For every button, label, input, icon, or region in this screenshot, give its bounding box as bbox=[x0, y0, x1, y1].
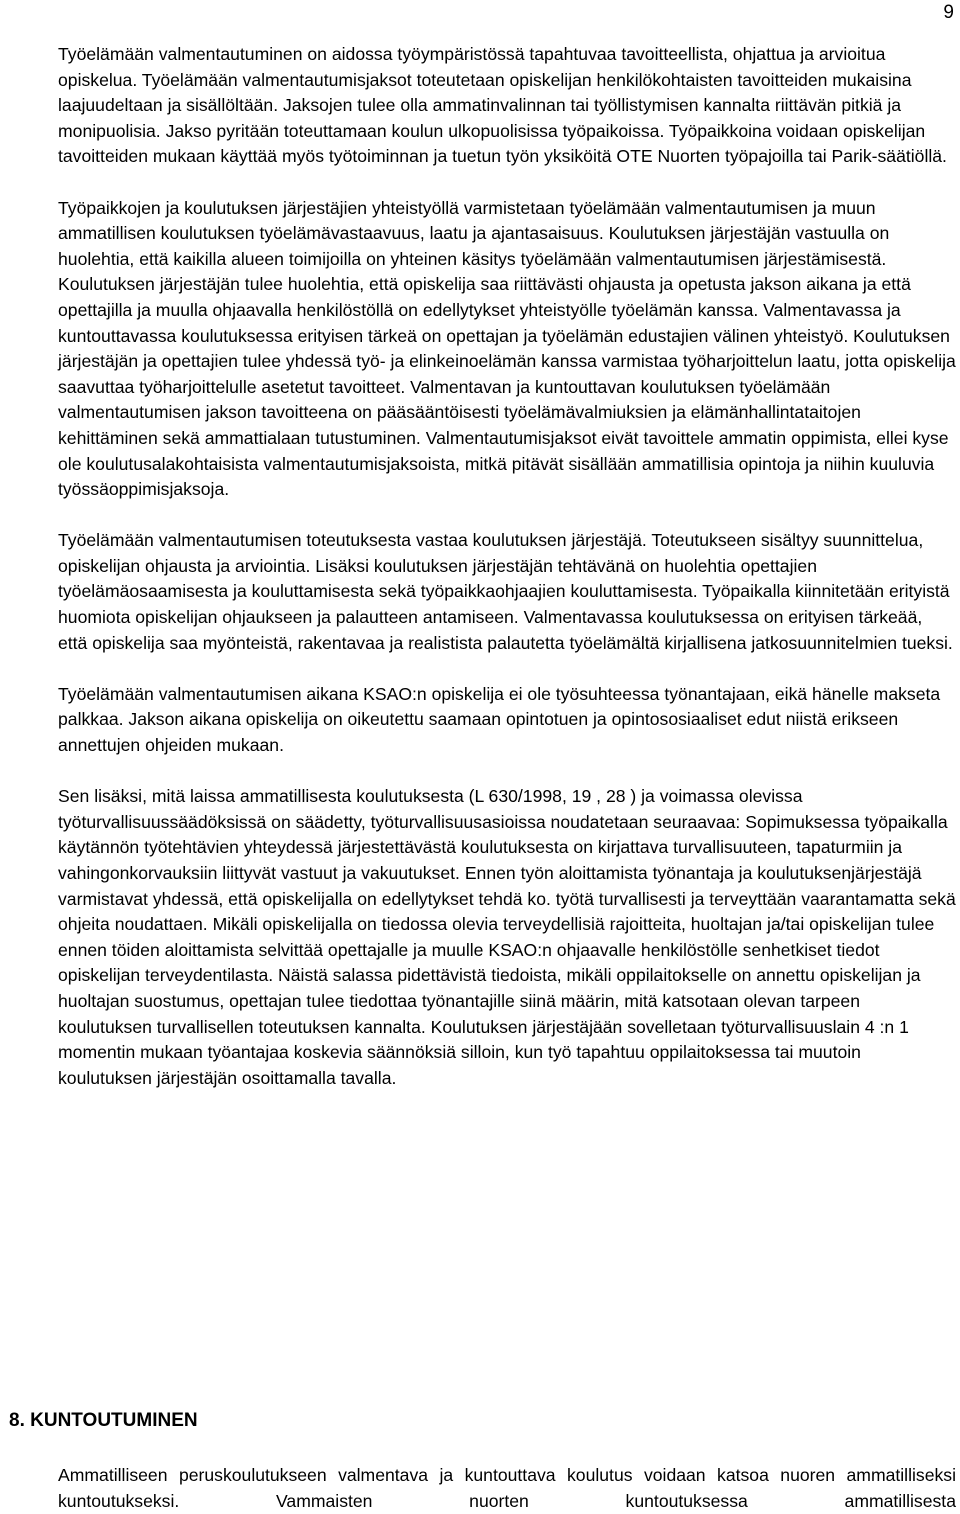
document-body bbox=[58, 42, 956, 1117]
paragraph-rehabilitation: Ammatilliseen peruskoulutukseen valmentava ja kuntouttava koulutus voidaan katsoa nuoren ammatilliseksi kuntoutukseksi. Vammaisten nuorten kuntoutuksessa ammatillisesta bbox=[58, 1465, 956, 1511]
paragraph-work-life-training: Työelämään valmentautuminen on aidossa työympäristössä tapahtuvaa tavoitteellista, ohjattua ja arvioitua opiskelua. Työelämään valmentautumisjaksot toteutetaan opiskelijan henkilökohtaisten tavoitteiden mukaisina laajuudeltaan ja sisällöltään. Jaksojen tulee olla ammatinvalinnan tai työllistymisen kannalta riittävän pitkiä ja monipuolisia. Jakso pyritään toteuttamaan koulun ulkopuolisissa työpaikoissa. Työpaikkoina voidaan opiskelijan tavoitteiden mukaan käyttää myös työtoiminnan ja tuetun työn yksiköitä OTE Nuorten työpajoilla tai Parik-säätiöllä. bbox=[58, 44, 947, 167]
paragraph-implementation: Työelämään valmentautumisen toteutuksesta vastaa koulutuksen järjestäjä. Toteutukseen sisältyy suunnittelua, opiskelijan ohjausta ja arviointia. Lisäksi koulutuksen järjestäjän tehtävänä on huolehtia opettajien työelämäosaamisesta ja kouluttamisesta sekä työpaikkaohjaajien kouluttamisesta. Työpaikalla kiinnitetään erityistä huomiota opiskelijan ohjaukseen ja palautteen antamiseen. Valmentavassa koulutuksessa on erityisen tärkeää, että opiskelija saa myönteistä, rakentavaa ja realistista palautetta työelämältä kirjallisena jatkosuunnitelmien tueksi. bbox=[58, 530, 953, 653]
paragraph-occupational-safety: Sen lisäksi, mitä laissa ammatillisesta koulutuksesta (L 630/1998, 19 , 28 ) ja voimassa olevissa työturvallisuussäädöksissä on säädetty, työturvallisuusasioissa noudatetaan seuraavaa: Sopimuksessa työpaikalla käytännön työtehtävien yhteydessä järjestettävästä koulutuksesta on kirjattava turvallisuuteen, tapaturmiin ja vahingonkorvauksiin liittyvät vastuut ja vakuutukset. Ennen työn aloittamista työnantaja ja koulutuksenjärjestäjä varmistavat yhdessä, että opiskelijalla on edellytykset tehdä ko. työtä turvallisesti ja terveyttään vaarantamatta sekä ohjeita noudattaen. Mikäli opiskelijalla on tiedossa olevia terveydellisiä rajoitteita, huoltajan ja/tai opiskelijan tulee ennen töiden aloittamista selvittää opettajalle ja muulle KSAO:n ohjaavalle henkilöstölle senhetkiset tiedot opiskelijan terveydentilasta. Näistä salassa pidettävistä tiedoista, mikäli oppilaitokselle on annettu opiskelijan ja huoltajan suostumus, opettajan tulee tiedottaa työnantajille siinä määrin, mitä katsotaan olevan tarpeen koulutuksen turvallisellen toteutuksen kannalta. Koulutuksen järjestäjään sovelletaan työturvallisuuslain 4 :n 1 momentin mukaan työantajaa koskevia säännöksiä silloin, kun työ tapahtuu oppilaitoksessa tai muutoin koulutuksen järjestäjän osoittamalla tavalla. bbox=[58, 786, 956, 1088]
paragraph-cooperation: Työpaikkojen ja koulutuksen järjestäjien yhteistyöllä varmistetaan työelämään valmentautumisen ja muun ammatillisen koulutuksen työelämävastaavuus, laatu ja ajantasaisuus. Koulutuksen järjestäjän vastuulla on huolehtia, että kaikilla alueen toimijoilla on yhteinen käsitys työelämään valmentautumisen järjestämisestä. Koulutuksen järjestäjän tulee huolehtia, että opiskelija saa riittävästi ohjausta ja opetusta jakson aikana ja että opettajilla ja muulla ohjaavalla henkilöstöllä on edellytykset yhteistyölle työelämän kanssa. Valmentavassa ja kuntouttavassa koulutuksessa erityisen tärkeä on opettajan ja työelämän edustajien välinen yhteistyö. Koulutuksen järjestäjän ja opettajien tulee yhdessä työ- ja elinkeinoelämän kanssa varmistaa työharjoittelun laatu, jotta opiskelija saavuttaa työharjoittelulle asetetut tavoitteet. Valmentavan ja kuntouttavan koulutuksen työelämään valmentautumisen jakson tavoitteena on pääsääntöisesti työelämävalmiuksien ja elämänhallintataitojen kehittäminen sekä ammattialaan tutustuminen. Valmentautumisjaksot eivät tavoittele ammatin oppimista, ellei kyse ole koulutusalakohtaisista valmentautumisjaksoista, mitkä pitävät sisällään ammatillisia opintoja ja niihin kuuluvia työssäoppimisjaksoja. bbox=[58, 197, 956, 500]
page-number: 9 bbox=[943, 2, 954, 23]
section-heading: 8. KUNTOUTUMINEN bbox=[9, 1410, 198, 1431]
paragraph-employment-status: Työelämään valmentautumisen aikana KSAO:n opiskelija ei ole työsuhteessa työnantajaan, eikä hänelle makseta palkkaa. Jakson aikana opiskelija on oikeutettu saamaan opintotuen ja opintososiaaliset edut niistä erikseen annettujen ohjeiden mukaan. bbox=[58, 683, 941, 756]
